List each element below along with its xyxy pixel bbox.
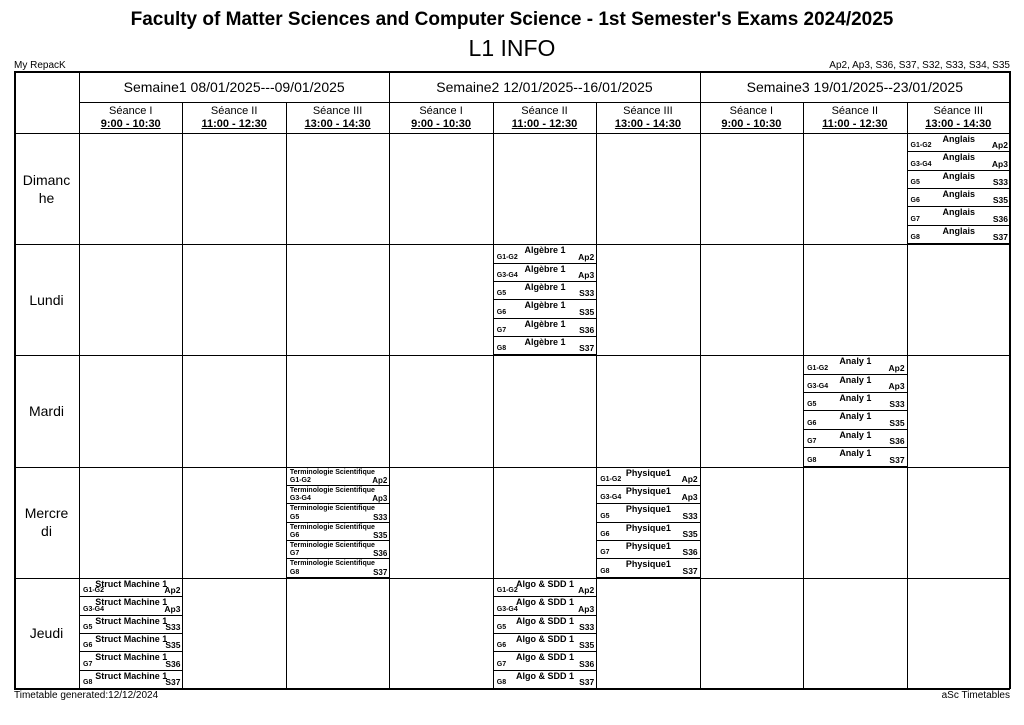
page-title: Faculty of Matter Sciences and Computer Science - 1st Semester's Exams 2024/2025 xyxy=(130,9,894,30)
exam-room: S36 xyxy=(579,658,595,669)
exam-room: Ap3 xyxy=(888,381,905,392)
exam-room: S36 xyxy=(992,213,1008,224)
exam-entry xyxy=(804,393,906,411)
exam-entry xyxy=(287,541,389,559)
grid-line xyxy=(286,102,287,689)
exam-group: G6 xyxy=(910,197,920,205)
generated-date: Timetable generated:12/12/2024 xyxy=(14,690,159,701)
exam-entry xyxy=(494,264,596,282)
exam-room: S37 xyxy=(373,567,388,577)
exam-group: G7 xyxy=(910,215,920,223)
exam-group: G8 xyxy=(496,678,507,686)
exam-subject: Algo & SDD 1 xyxy=(515,633,574,644)
exam-room: Ap2 xyxy=(164,585,181,596)
exam-entry xyxy=(80,616,182,634)
exam-group: G6 xyxy=(600,531,610,539)
exam-room: S36 xyxy=(373,549,388,559)
exam-group: G3-G4 xyxy=(807,383,829,391)
exam-room: Ap2 xyxy=(372,475,388,485)
exam-group: G6 xyxy=(83,642,93,650)
exam-subject: Struct Machine 1 xyxy=(95,670,168,681)
exam-group: G3-G4 xyxy=(496,271,518,279)
seance-name: Séance III xyxy=(933,105,984,117)
exam-group: G7 xyxy=(83,660,93,668)
seance-time: 9:00 - 10:30 xyxy=(100,118,161,130)
exam-room: S37 xyxy=(992,232,1008,243)
seance-name: Séance I xyxy=(109,105,153,117)
exam-group: G3-G4 xyxy=(83,605,105,613)
exam-entry xyxy=(80,652,182,670)
seance-time: 11:00 - 12:30 xyxy=(822,118,888,130)
grid-line xyxy=(79,102,1010,103)
seance-header xyxy=(700,105,803,131)
exam-subject: Algèbre 1 xyxy=(524,300,566,311)
seance-time: 11:00 - 12:30 xyxy=(201,118,267,130)
exam-group: G5 xyxy=(807,401,817,409)
exam-subject: Algèbre 1 xyxy=(524,281,566,292)
grid-line xyxy=(14,71,1010,73)
exam-entry xyxy=(287,523,389,541)
exam-room: Ap3 xyxy=(578,269,595,280)
seance-header xyxy=(79,105,182,131)
seance-header xyxy=(803,105,906,131)
exam-entry xyxy=(597,468,699,486)
exam-group: G7 xyxy=(496,660,507,668)
exam-entry xyxy=(804,448,906,466)
grid-line xyxy=(14,133,1010,134)
exam-group: G8 xyxy=(600,567,610,575)
exam-entry xyxy=(804,375,906,393)
exam-group: G6 xyxy=(807,419,817,427)
exam-group: G1-G2 xyxy=(496,587,518,595)
exam-subject: Anglais xyxy=(942,207,976,218)
exam-subject: Analy 1 xyxy=(839,448,872,459)
exam-group: G5 xyxy=(289,513,300,521)
exam-cell xyxy=(804,356,906,466)
grid-line xyxy=(389,71,390,689)
exam-room: Ap2 xyxy=(681,473,698,484)
exam-subject: Anglais xyxy=(942,134,976,144)
exam-subject: Struct Machine 1 xyxy=(95,597,168,608)
exam-cell xyxy=(597,468,699,578)
exam-subject: Struct Machine 1 xyxy=(95,615,168,626)
exam-room: Ap3 xyxy=(991,158,1008,169)
exam-subject: Physique1 xyxy=(625,522,671,533)
exam-group: G5 xyxy=(496,290,507,298)
exam-entry xyxy=(908,171,1010,189)
exam-subject: Algo & SDD 1 xyxy=(515,578,574,589)
exam-entry xyxy=(287,559,389,577)
exam-subject: Analy 1 xyxy=(839,411,872,422)
exam-cell xyxy=(287,468,389,578)
exam-cell xyxy=(494,245,596,355)
exam-group: G7 xyxy=(807,438,817,446)
seance-header xyxy=(493,105,596,131)
exam-subject: Physique1 xyxy=(625,504,671,515)
exam-room: S37 xyxy=(579,343,595,354)
exam-room: S37 xyxy=(165,676,181,687)
exam-room: Ap3 xyxy=(578,603,595,614)
seance-name: Séance II xyxy=(210,105,258,117)
exam-subject: Algo & SDD 1 xyxy=(515,597,574,608)
exam-entry xyxy=(597,486,699,504)
exam-group: G8 xyxy=(289,568,300,576)
exam-subject: Anglais xyxy=(942,170,976,181)
exam-room: Ap3 xyxy=(164,603,181,614)
exam-subject: Algo & SDD 1 xyxy=(515,652,574,663)
exam-entry xyxy=(597,523,699,541)
seance-name: Séance III xyxy=(623,105,673,117)
exam-subject: Analy 1 xyxy=(839,429,872,440)
exam-room: S33 xyxy=(373,512,388,522)
grid-line xyxy=(182,102,183,689)
exam-entry xyxy=(804,430,906,448)
exam-group: G1-G2 xyxy=(83,587,105,595)
exam-entry xyxy=(494,634,596,652)
exam-room: S35 xyxy=(373,531,388,541)
seance-time: 9:00 - 10:30 xyxy=(721,118,782,130)
exam-entry xyxy=(597,541,699,559)
exam-subject: Algèbre 1 xyxy=(524,318,566,329)
exam-room: S33 xyxy=(889,399,905,410)
exam-entry xyxy=(494,319,596,337)
exam-subject: Terminologie Scientifique xyxy=(289,505,375,513)
exam-subject: Physique1 xyxy=(625,541,671,552)
exam-entry xyxy=(80,671,182,689)
day-label xyxy=(16,244,77,355)
week-header: Semaine3 19/01/2025--23/01/2025 xyxy=(746,79,964,95)
day-label xyxy=(16,355,77,466)
exam-room: S33 xyxy=(682,510,698,521)
exam-room: S35 xyxy=(992,195,1008,206)
exam-subject: Struct Machine 1 xyxy=(95,633,168,644)
exam-entry xyxy=(908,189,1010,207)
exam-entry xyxy=(597,559,699,577)
seance-time: 13:00 - 14:30 xyxy=(614,118,681,130)
day-label xyxy=(16,467,77,578)
exam-group: G3-G4 xyxy=(496,605,518,613)
exam-room: S35 xyxy=(889,417,905,428)
exam-entry xyxy=(908,134,1010,152)
exam-group: G3-G4 xyxy=(289,495,311,503)
rooms-list: Ap2, Ap3, S36, S37, S32, S33, S34, S35 xyxy=(829,60,1010,71)
exam-subject: Terminologie Scientifique xyxy=(289,486,375,494)
seance-time: 13:00 - 14:30 xyxy=(925,118,992,130)
exam-subject: Algèbre 1 xyxy=(524,337,566,348)
exam-group: G6 xyxy=(289,532,300,540)
day-name: Jeudi xyxy=(29,625,64,642)
exam-room: S37 xyxy=(579,676,595,687)
exam-group: G5 xyxy=(83,623,93,631)
exam-group: G6 xyxy=(496,308,507,316)
exam-entry xyxy=(287,486,389,504)
exam-group: G8 xyxy=(83,678,93,686)
exam-subject: Physique1 xyxy=(625,559,671,570)
grid-line xyxy=(14,467,1010,468)
exam-room: S36 xyxy=(165,658,181,669)
seance-name: Séance I xyxy=(729,105,774,117)
exam-subject: Terminologie Scientifique xyxy=(289,523,375,531)
exam-subject: Algèbre 1 xyxy=(524,245,566,256)
exam-entry xyxy=(287,504,389,522)
week-header: Semaine1 08/01/2025---09/01/2025 xyxy=(123,79,345,95)
exam-entry xyxy=(494,300,596,318)
exam-subject: Terminologie Scientifique xyxy=(289,468,375,476)
exam-entry xyxy=(597,504,699,522)
exam-entry xyxy=(80,579,182,597)
seance-header xyxy=(182,105,285,131)
exam-room: Ap2 xyxy=(578,251,595,262)
exam-group: G1-G2 xyxy=(807,364,829,372)
exam-room: S35 xyxy=(165,640,181,651)
exam-subject: Analy 1 xyxy=(839,356,872,367)
day-name: Dimanc he xyxy=(22,171,71,206)
exam-group: G5 xyxy=(600,512,610,520)
exam-entry xyxy=(494,671,596,689)
seance-time: 11:00 - 12:30 xyxy=(511,118,578,130)
exam-cell xyxy=(494,579,596,689)
exam-cell xyxy=(80,579,182,689)
week-header: Semaine2 12/01/2025--16/01/2025 xyxy=(436,79,653,95)
exam-subject: Anglais xyxy=(942,189,976,200)
exam-room: S33 xyxy=(579,621,595,632)
day-label xyxy=(16,133,77,244)
exam-room: Ap2 xyxy=(578,585,595,596)
exam-cell xyxy=(908,134,1010,244)
exam-group: G3-G4 xyxy=(910,160,932,168)
exam-subject: Terminologie Scientifique xyxy=(289,542,375,550)
seance-time: 9:00 - 10:30 xyxy=(411,118,472,130)
day-name: Lundi xyxy=(29,291,64,308)
exam-room: S35 xyxy=(682,529,698,540)
exam-entry xyxy=(804,356,906,374)
seance-header xyxy=(286,105,389,131)
seance-time: 13:00 - 14:30 xyxy=(304,118,371,130)
day-label xyxy=(16,578,77,689)
exam-subject: Physique1 xyxy=(625,485,671,496)
exam-subject: Algo & SDD 1 xyxy=(515,615,574,626)
seance-header xyxy=(389,105,492,131)
exam-room: S33 xyxy=(992,177,1008,188)
exam-room: S33 xyxy=(579,288,595,299)
exam-entry xyxy=(494,597,596,615)
exam-entry xyxy=(80,597,182,615)
exam-subject: Anglais xyxy=(942,225,976,236)
exam-room: S35 xyxy=(579,306,595,317)
exam-group: G1-G2 xyxy=(289,476,311,484)
exam-group: G5 xyxy=(910,179,920,187)
exam-subject: Physique1 xyxy=(625,467,671,478)
exam-group: G1-G2 xyxy=(496,253,518,261)
exam-entry xyxy=(908,226,1010,244)
exam-room: Ap3 xyxy=(372,494,388,504)
day-name: Mardi xyxy=(28,402,64,419)
class-title: L1 INFO xyxy=(468,35,556,61)
exam-subject: Struct Machine 1 xyxy=(95,578,168,589)
exam-group: G6 xyxy=(496,642,507,650)
exam-entry xyxy=(494,616,596,634)
exam-room: Ap3 xyxy=(681,492,698,503)
exam-entry xyxy=(494,282,596,300)
exam-entry xyxy=(908,207,1010,225)
exam-entry xyxy=(494,579,596,597)
grid-line xyxy=(700,71,701,689)
exam-group: G3-G4 xyxy=(600,494,622,502)
exam-group: G8 xyxy=(807,456,817,464)
exam-room: S36 xyxy=(579,325,595,335)
seance-header xyxy=(907,105,1010,131)
exam-group: G7 xyxy=(496,327,507,334)
exam-room: S37 xyxy=(889,454,905,465)
seance-name: Séance I xyxy=(419,105,463,117)
exam-room: Ap2 xyxy=(888,362,905,373)
school-name: My RepacK xyxy=(14,60,66,71)
day-name: Mercredi xyxy=(24,505,69,540)
exam-entry xyxy=(804,411,906,429)
exam-subject: Anglais xyxy=(942,152,976,163)
exam-entry xyxy=(908,152,1010,170)
exam-room: S37 xyxy=(682,565,698,576)
exam-subject: Terminologie Scientifique xyxy=(289,560,375,568)
exam-entry xyxy=(494,652,596,670)
exam-room: S35 xyxy=(579,640,595,651)
seance-header xyxy=(596,105,699,131)
seance-name: Séance II xyxy=(521,105,568,117)
exam-group: G8 xyxy=(910,234,920,242)
exam-entry xyxy=(287,468,389,486)
grid-line xyxy=(596,102,597,689)
exam-group: G7 xyxy=(600,549,610,557)
exam-room: Ap2 xyxy=(991,140,1008,151)
exam-subject: Struct Machine 1 xyxy=(95,652,168,663)
exam-subject: Analy 1 xyxy=(839,374,872,385)
exam-group: G5 xyxy=(496,623,507,631)
exam-subject: Analy 1 xyxy=(839,393,872,404)
exam-group: G8 xyxy=(496,345,507,353)
exam-entry xyxy=(494,337,596,355)
timetable-grid xyxy=(14,71,1010,689)
exam-subject: Algèbre 1 xyxy=(524,263,566,274)
seance-name: Séance III xyxy=(312,105,363,117)
exam-entry xyxy=(80,634,182,652)
exam-group: G1-G2 xyxy=(910,142,932,150)
software-brand: aSc Timetables xyxy=(941,690,1010,701)
seance-name: Séance II xyxy=(831,105,879,117)
exam-subject: Algo & SDD 1 xyxy=(515,670,574,681)
exam-room: S36 xyxy=(889,436,905,447)
exam-entry xyxy=(494,245,596,263)
exam-group: G1-G2 xyxy=(600,475,622,483)
exam-room: S33 xyxy=(165,621,181,632)
exam-group: G7 xyxy=(289,550,300,558)
exam-room: S36 xyxy=(682,547,698,558)
